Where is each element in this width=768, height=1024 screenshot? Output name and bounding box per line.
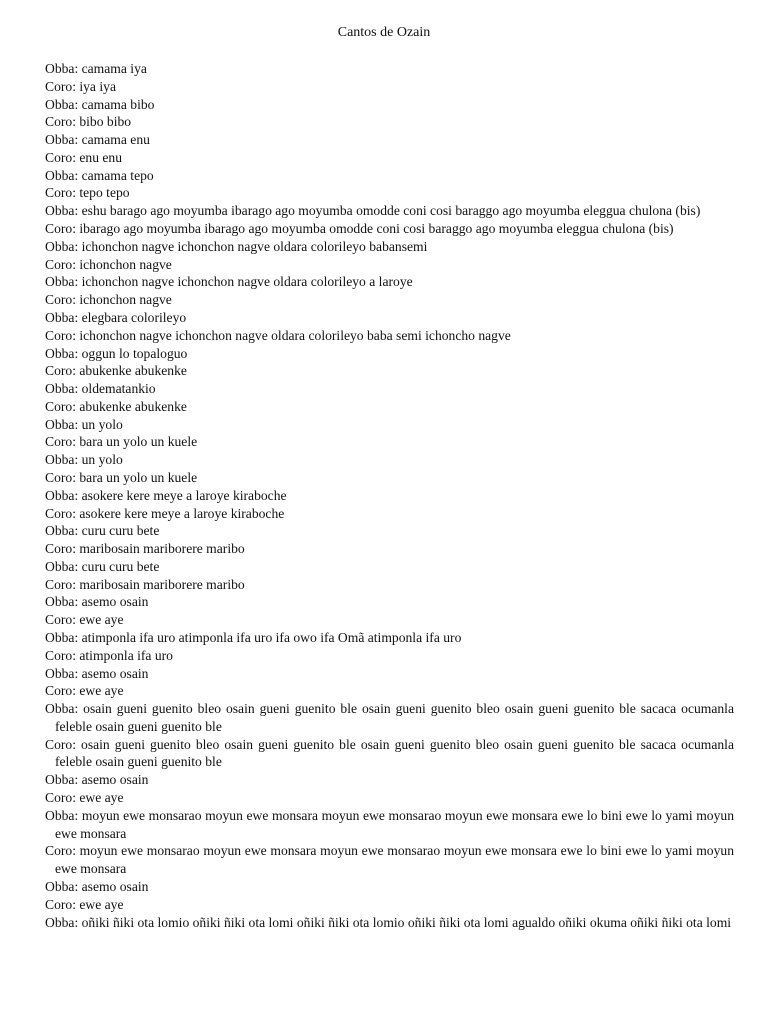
song-line: Obba: asemo osain xyxy=(45,878,149,894)
song-line: Coro: ewe aye xyxy=(45,683,124,699)
song-line: Obba: eshu barago ago moyumba ibarago ago moyumba omodde coni cosi baraggo ago moyumba eleggua chulona (bis) xyxy=(45,203,701,219)
song-line: Coro: ibarago ago moyumba ibarago ago moyumba omodde coni cosi baraggo ago moyumba eleggua chulona (bis) xyxy=(45,221,674,237)
song-line: Obba: un yolo xyxy=(45,416,123,432)
song-line: Coro: tepo tepo xyxy=(45,185,130,201)
song-line: Obba: un yolo xyxy=(45,452,123,468)
song-line: Coro: ewe aye xyxy=(45,612,124,628)
song-line: Obba: elegbara colorileyo xyxy=(45,309,187,325)
song-line: Obba: camama iya xyxy=(45,61,147,76)
song-line: Obba: asemo osain xyxy=(45,665,149,681)
song-line: Obba: oñiki ñiki ota lomio oñiki ñiki ota lomi oñiki ñiki ota lomio oñiki ñiki ota lomi agualdo oñiki okuma oñiki ñiki ota lomi xyxy=(45,914,732,930)
song-line: Coro: maribosain mariborere maribo xyxy=(45,541,245,557)
song-line: Coro: enu enu xyxy=(45,149,123,165)
page-title: Cantos de Ozain xyxy=(337,25,431,40)
song-line: Obba: ichonchon nagve ichonchon nagve oldara colorileyo a laroye xyxy=(45,274,413,290)
song-lines xyxy=(45,60,734,931)
song-line: Obba: camama bibo xyxy=(45,96,155,112)
song-line: Obba: camama tepo xyxy=(45,167,154,183)
song-line: Coro: bara un yolo un kuele xyxy=(45,469,198,485)
song-line: Obba: ichonchon nagve ichonchon nagve oldara colorileyo babansemi xyxy=(45,238,428,254)
song-line: Coro: ewe aye xyxy=(45,790,124,806)
song-line: Obba: curu curu bete xyxy=(45,558,160,574)
song-line: Coro: osain gueni guenito bleo osain gueni guenito ble osain gueni guenito bleo osain gueni guenito ble sacaca ocumanla feleble osain gueni guenito ble xyxy=(45,736,734,770)
song-line: Coro: ichonchon nagve xyxy=(45,256,172,272)
song-line: Coro: abukenke abukenke xyxy=(45,363,187,379)
song-line: Obba: moyun ewe monsarao moyun ewe monsara moyun ewe monsarao moyun ewe monsara ewe lo bini ewe lo yami moyun ewe monsara xyxy=(45,807,734,841)
song-line: Coro: asokere kere meye a laroye kiraboche xyxy=(45,505,285,521)
song-line: Coro: ewe aye xyxy=(45,896,124,912)
song-line: Obba: osain gueni guenito bleo osain gueni guenito ble osain gueni guenito bleo osain gueni guenito ble sacaca ocumanla feleble osain gueni guenito ble xyxy=(45,701,734,734)
song-line: Obba: atimponla ifa uro atimponla ifa uro ifa owo ifa Omã atimponla ifa uro xyxy=(45,630,462,645)
song-line: Obba: oldematankio xyxy=(45,381,156,397)
song-line: Coro: bara un yolo un kuele xyxy=(45,434,198,450)
song-line: Obba: curu curu bete xyxy=(45,523,160,539)
song-line: Coro: atimponla ifa uro xyxy=(45,647,173,663)
song-line: Obba: asemo osain xyxy=(45,772,149,788)
song-line: Obba: oggun lo topaloguo xyxy=(45,345,188,361)
song-line: Obba: camama enu xyxy=(45,132,150,148)
song-line: Coro: iya iya xyxy=(45,78,116,94)
song-line: Obba: asokere kere meye a laroye kiraboche xyxy=(45,487,287,503)
song-line: Coro: bibo bibo xyxy=(45,114,132,130)
song-line: Coro: ichonchon nagve ichonchon nagve oldara colorileyo baba semi ichoncho nagve xyxy=(45,327,511,343)
song-line: Obba: asemo osain xyxy=(45,594,149,610)
song-line: Coro: moyun ewe monsarao moyun ewe monsara moyun ewe monsarao moyun ewe monsara ewe lo bini ewe lo yami moyun ewe monsara xyxy=(45,843,734,877)
song-line: Coro: ichonchon nagve xyxy=(45,292,172,308)
song-line: Coro: maribosain mariborere maribo xyxy=(45,576,245,592)
song-line: Coro: abukenke abukenke xyxy=(45,398,187,414)
